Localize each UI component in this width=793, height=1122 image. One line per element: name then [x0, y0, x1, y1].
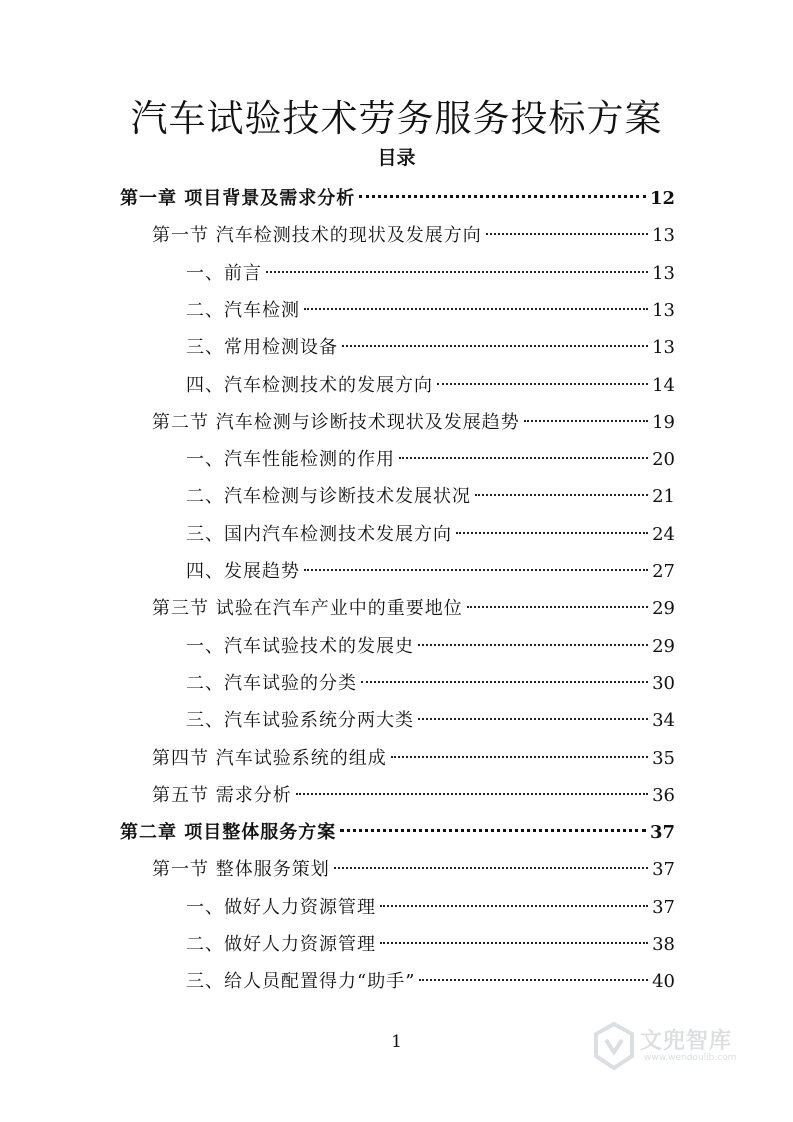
toc-entry[interactable]	[120, 818, 675, 848]
watermark	[592, 1020, 752, 1072]
toc-entry-label: 二、汽车检测与诊断技术发展状况	[186, 486, 471, 508]
toc-entry-page: 35	[652, 747, 675, 769]
toc-entry-page: 37	[652, 859, 675, 881]
toc-dot-leader	[467, 606, 648, 608]
toc-dot-leader	[456, 532, 648, 534]
toc-entry-label: 三、常用检测设备	[186, 337, 338, 359]
toc-entry-page: 29	[652, 635, 675, 657]
toc-dot-leader	[418, 718, 648, 720]
toc-entry-page: 29	[652, 598, 675, 620]
toc-dot-leader	[418, 644, 648, 646]
toc-entry[interactable]	[186, 445, 675, 475]
toc-dot-leader	[380, 905, 648, 907]
toc-entry-page: 14	[652, 374, 675, 396]
toc-entry[interactable]	[186, 930, 675, 960]
toc-entry[interactable]	[186, 482, 675, 512]
toc-entry[interactable]	[120, 184, 675, 214]
toc-entry-label: 三、国内汽车检测技术发展方向	[186, 523, 452, 545]
toc-entry-label: 第一节 整体服务策划	[152, 859, 330, 881]
toc-entry[interactable]	[186, 259, 675, 289]
toc-dot-leader	[391, 756, 648, 758]
toc-entry-page: 30	[652, 672, 675, 694]
toc-entry-label: 二、做好人力资源管理	[186, 934, 376, 955]
toc-entry-label: 第一节 汽车检测技术的现状及发展方向	[152, 225, 482, 247]
toc-entry[interactable]	[152, 744, 675, 774]
toc-entry-page: 12	[649, 188, 675, 209]
toc-entry[interactable]	[186, 632, 675, 662]
toc-dot-leader	[486, 233, 648, 235]
toc-dot-leader	[304, 308, 648, 310]
toc-entry-label: 二、汽车检测	[186, 299, 300, 321]
toc-entry-page: 13	[652, 299, 675, 321]
toc-entry[interactable]	[186, 333, 675, 363]
toc-entry-page: 20	[652, 449, 675, 471]
toc-entry-page: 13	[652, 337, 675, 359]
toc-entry-page: 13	[652, 262, 675, 284]
toc-dot-leader	[359, 195, 646, 198]
toc-entry-label: 二、汽车试验的分类	[186, 672, 357, 694]
toc-entry-label: 第五节 需求分析	[152, 784, 292, 806]
toc-entry[interactable]	[186, 669, 675, 699]
toc-dot-leader	[524, 420, 648, 422]
toc-dot-leader	[437, 383, 648, 385]
toc-entry[interactable]	[186, 520, 675, 550]
toc-entry-label: 四、汽车检测技术的发展方向	[186, 374, 433, 396]
toc-entry-label: 一、前言	[186, 262, 262, 284]
toc-dot-leader	[361, 681, 648, 683]
toc-entry-page: 37	[649, 822, 675, 844]
toc-entry[interactable]	[152, 594, 675, 624]
toc-entry-page: 34	[652, 710, 675, 732]
toc-dot-leader	[296, 793, 648, 795]
toc-entry-label: 一、做好人力资源管理	[186, 896, 376, 918]
toc-entry-label: 第四节 汽车试验系统的组成	[152, 747, 387, 769]
toc-entry-label: 第一章 项目背景及需求分析	[120, 188, 356, 209]
document-title: 汽车试验技术劳务服务投标方案	[130, 97, 663, 140]
toc-entry[interactable]	[186, 967, 675, 997]
toc-entry-label: 一、汽车试验技术的发展史	[186, 635, 414, 657]
watermark-url: www.wendoulib.com	[644, 1053, 737, 1063]
toc-entry-page: 36	[652, 784, 675, 806]
toc-dot-leader	[266, 271, 648, 273]
toc-dot-leader	[419, 979, 648, 981]
toc-entry-label: 第二节 汽车检测与诊断技术现状及发展趋势	[152, 411, 520, 433]
watermark-brand: 文兜智库	[640, 1029, 733, 1054]
toc-entry-label: 四、发展趋势	[186, 561, 300, 582]
toc-dot-leader	[380, 942, 648, 944]
toc-entry[interactable]	[152, 221, 675, 251]
toc-entry-page: 19	[652, 411, 675, 433]
toc-dot-leader	[399, 457, 648, 459]
toc-entry-page: 21	[652, 486, 675, 508]
toc-entry-page: 27	[652, 561, 675, 582]
toc-dot-leader	[304, 569, 648, 571]
toc-entry-page: 13	[652, 225, 675, 247]
logo-icon	[592, 1022, 636, 1070]
page-number: 1	[391, 1032, 402, 1052]
toc-entry-label: 第三节 试验在汽车产业中的重要地位	[152, 598, 463, 620]
toc-entry-label: 三、汽车试验系统分两大类	[186, 710, 414, 732]
toc-entry-label: 一、汽车性能检测的作用	[186, 449, 395, 471]
toc-entry-page: 38	[652, 934, 675, 955]
toc-entry[interactable]	[186, 296, 675, 326]
toc-entry[interactable]	[152, 855, 675, 885]
toc-entry-label: 三、给人员配置得力“助手”	[186, 971, 416, 993]
toc-entry[interactable]	[186, 706, 675, 736]
toc-entry[interactable]	[152, 781, 675, 811]
toc-dot-leader	[342, 345, 648, 347]
toc-heading: 目录	[377, 147, 416, 169]
toc-entry-page: 37	[652, 896, 675, 918]
toc-entry[interactable]	[186, 893, 675, 923]
toc-entry[interactable]	[186, 371, 675, 401]
toc-dot-leader	[334, 867, 648, 869]
toc-entry[interactable]	[186, 557, 675, 587]
toc-dot-leader	[340, 829, 646, 832]
toc-entry-page: 24	[652, 523, 675, 545]
toc-dot-leader	[475, 494, 648, 496]
toc-entry-page: 40	[652, 971, 675, 993]
toc-entry-label: 第二章 项目整体服务方案	[120, 822, 337, 844]
toc-entry[interactable]	[152, 408, 675, 438]
